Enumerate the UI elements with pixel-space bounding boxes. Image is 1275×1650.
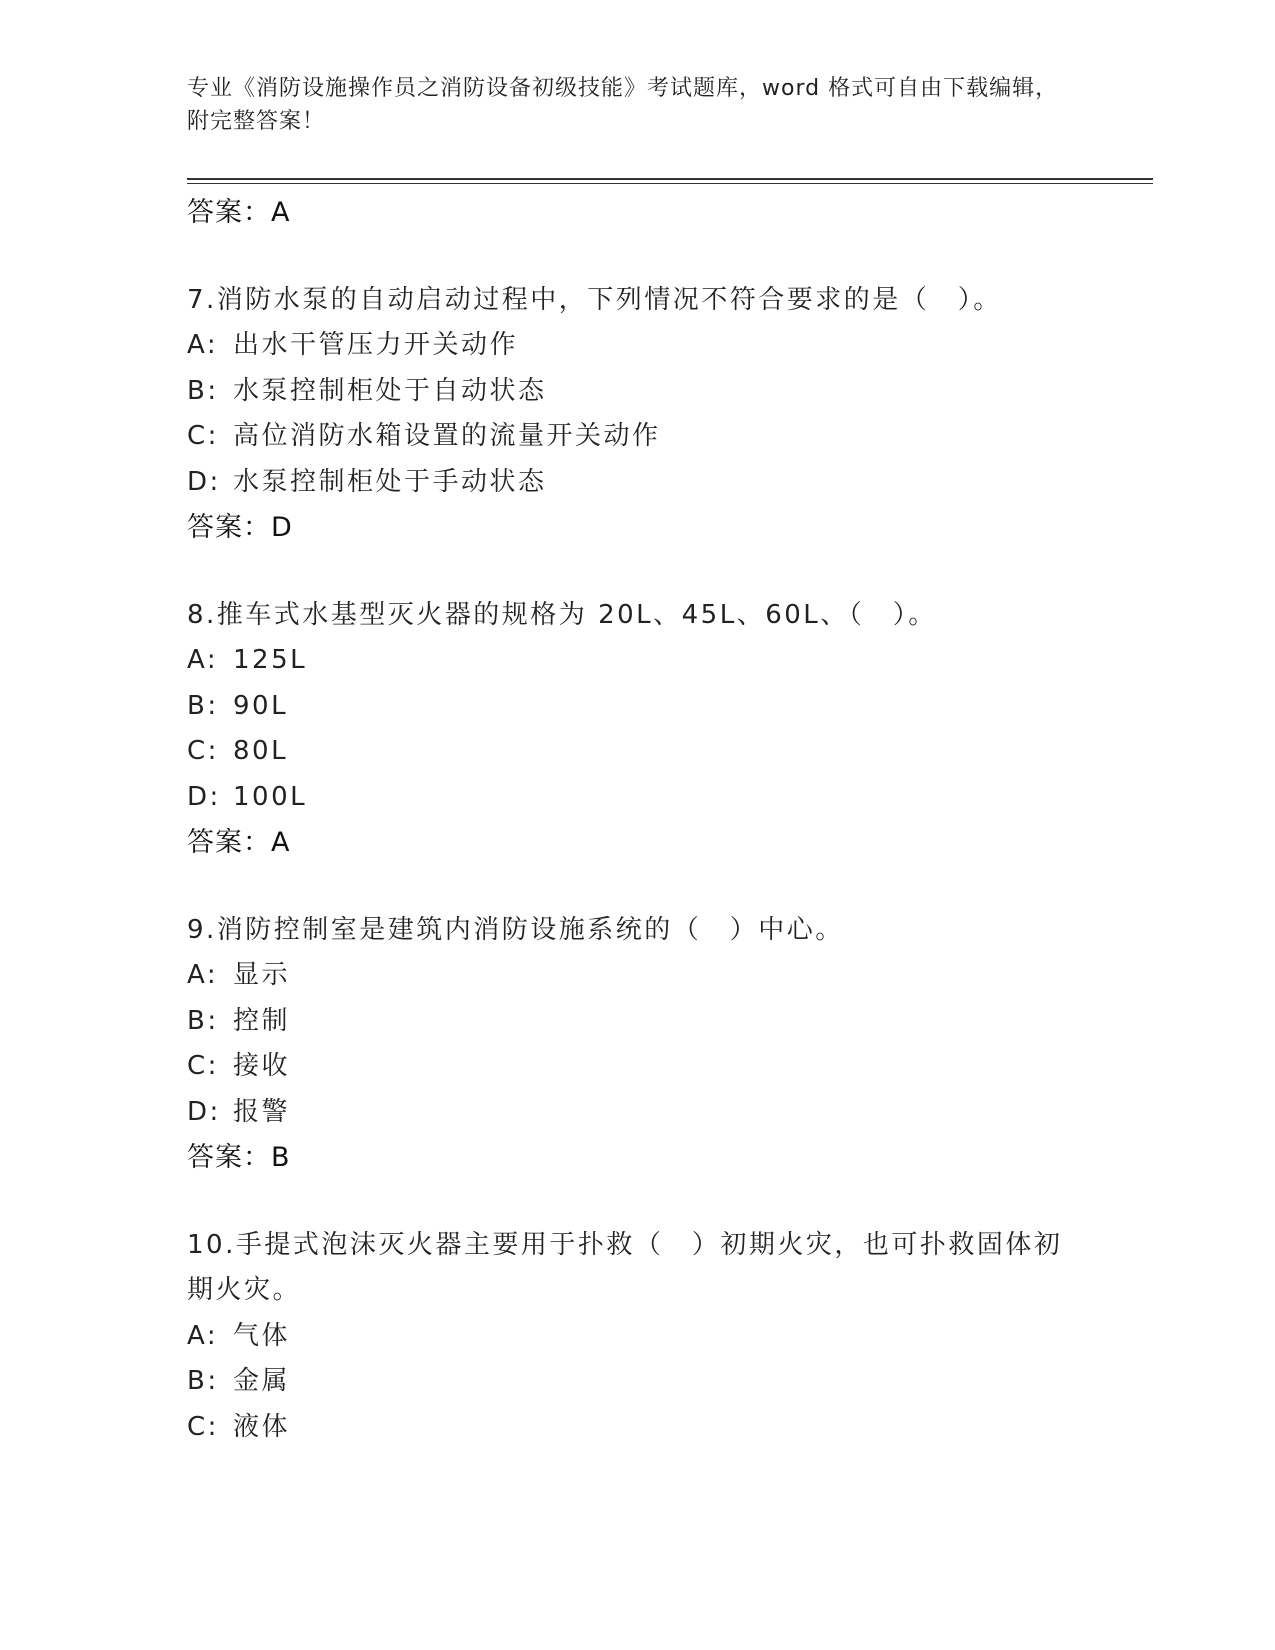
- document-body: [187, 190, 1087, 1450]
- option-label: B:: [187, 375, 219, 406]
- option-text: 80L: [233, 736, 289, 766]
- option-a: [187, 953, 1087, 999]
- option-c: [187, 1405, 1087, 1451]
- option-text: 显示: [233, 960, 291, 990]
- option-d: [187, 1090, 1087, 1136]
- option-b: [187, 369, 1087, 415]
- answer-line: 答案：B: [187, 1142, 291, 1173]
- option-d: [187, 775, 1087, 821]
- option-text: 控制: [233, 1005, 291, 1036]
- option-text: 125L: [233, 645, 308, 675]
- spacer: [187, 551, 1087, 593]
- option-b: [187, 684, 1087, 730]
- option-b: [187, 1359, 1087, 1405]
- document-header: 专业《消防设施操作员之消防设备初级技能》考试题库，word 格式可自由下载编辑，附完整答案！: [187, 76, 1059, 134]
- option-text: 出水干管压力开关动作: [233, 330, 519, 360]
- option-text: 报警: [233, 1096, 291, 1127]
- answer-line: 答案：D: [187, 512, 293, 543]
- question-block: [187, 908, 1087, 1181]
- option-text: 气体: [233, 1320, 291, 1351]
- option-label: C:: [187, 1411, 219, 1442]
- answer-line: 答案：A: [187, 827, 291, 858]
- option-label: D:: [187, 1096, 221, 1127]
- spacer: [187, 866, 1087, 908]
- header-rule-thin: [187, 183, 1153, 184]
- question-stem: 7.消防水泵的自动启动过程中，下列情况不符合要求的是（ ）。: [187, 284, 1002, 315]
- question-stem: 10.手提式泡沫灭火器主要用于扑救（ ）初期火灾，也可扑救固体初期火灾。: [187, 1229, 1063, 1305]
- option-label: A:: [187, 960, 219, 990]
- header-rule-thick: [187, 178, 1153, 180]
- option-b: [187, 999, 1087, 1045]
- option-a: [187, 1314, 1087, 1360]
- option-a: [187, 323, 1087, 369]
- option-c: [187, 1044, 1087, 1090]
- answer-line: 答案：A: [187, 197, 291, 228]
- option-text: 水泵控制柜处于手动状态: [233, 466, 547, 497]
- question-stem: 9.消防控制室是建筑内消防设施系统的（ ）中心。: [187, 914, 844, 945]
- option-text: 100L: [233, 781, 308, 812]
- option-text: 接收: [233, 1051, 291, 1081]
- option-label: B:: [187, 690, 219, 721]
- option-text: 金属: [233, 1366, 291, 1396]
- option-c: [187, 729, 1087, 775]
- option-label: D:: [187, 781, 221, 812]
- spacer: [187, 236, 1087, 278]
- option-label: A:: [187, 1320, 219, 1351]
- option-label: C:: [187, 736, 219, 766]
- option-label: A:: [187, 330, 219, 360]
- option-label: B:: [187, 1005, 219, 1036]
- option-label: C:: [187, 421, 219, 451]
- question-stem: 8.推车式水基型灭火器的规格为 20L、45L、60L、（ ）。: [187, 599, 937, 630]
- option-label: A:: [187, 645, 219, 675]
- question-block: [187, 278, 1087, 551]
- option-c: [187, 414, 1087, 460]
- option-label: B:: [187, 1366, 219, 1396]
- spacer: [187, 1181, 1087, 1223]
- option-a: [187, 638, 1087, 684]
- option-label: D:: [187, 466, 221, 497]
- question-block: [187, 593, 1087, 866]
- option-text: 水泵控制柜处于自动状态: [233, 375, 547, 406]
- option-text: 高位消防水箱设置的流量开关动作: [233, 421, 661, 451]
- option-text: 液体: [233, 1411, 291, 1442]
- question-block: [187, 1223, 1087, 1451]
- option-text: 90L: [233, 690, 289, 721]
- option-d: [187, 460, 1087, 506]
- option-label: C:: [187, 1051, 219, 1081]
